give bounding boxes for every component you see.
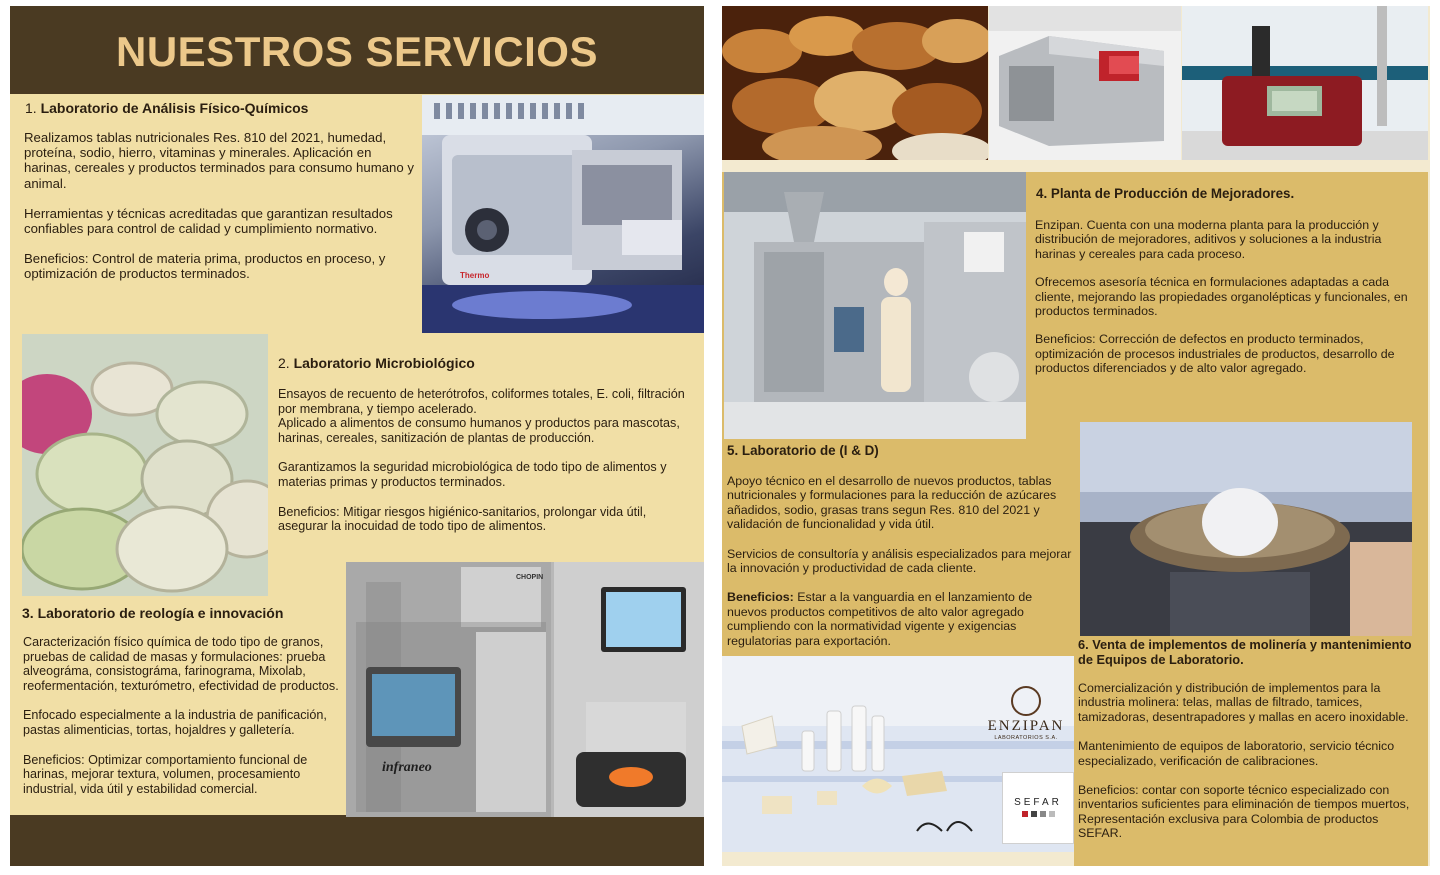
bread-photo — [722, 6, 988, 160]
section-2-number: 2. — [278, 355, 290, 371]
section-5-paragraph-3 — [727, 590, 1073, 648]
production-plant-photo — [724, 172, 1026, 439]
section-1-title: Laboratorio de Análisis Físico-Químicos — [40, 100, 309, 116]
section-5-benefits-text: Estar a la vanguardia en el lanzamiento de nuevos productos competitivos de alto valor agregado cumpliendo con la normatividad vigente y exigencias regulatorias para exportación. — [727, 590, 1033, 648]
grain-analyzer-photo — [989, 6, 1181, 160]
lab-analyzer-photo — [422, 95, 704, 333]
section-2-paragraph-3: Beneficios: Mitigar riesgos higiénico-sanitarios, prolongar vida útil, asegurar la inocuidad de todo tipo de alimentos. — [278, 504, 647, 534]
section-3-body — [23, 635, 341, 796]
section-1-paragraph-2: Herramientas y técnicas acreditadas que garantizan resultados confiables para control de calidad y cumplimiento normativo. — [24, 205, 393, 237]
page-title: NUESTROS SERVICIOS — [116, 28, 598, 75]
section-2-heading — [278, 355, 475, 371]
section-1-paragraph-1: Realizamos tablas nutricionales Res. 810 del 2021, humedad, proteína, sodio, hierro, vitaminas y minerales. Aplicación en harinas, cereales y productos terminados para consumo humano y animal. — [24, 130, 414, 191]
section-6-heading: 6. Venta de implementos de molinería y mantenimiento de Equipos de Laboratorio. — [1078, 637, 1412, 667]
enzipan-emblem-icon — [1011, 686, 1041, 716]
rheology-instruments-photo — [346, 562, 704, 817]
section-1-body — [24, 130, 419, 282]
section-6-paragraph-1: Comercialización y distribución de implementos para la industria molinera: telas, mallas de filtrado, tamices, tamizadoras, desentrapadores y mallas en acero inoxidable. — [1078, 681, 1409, 724]
section-2-paragraph-2: Garantizamos la seguridad microbiológica de todo tipo de alimentos y materias primas y productos terminados. — [278, 460, 667, 489]
section-6-paragraph-2: Mantenimiento de equipos de laboratorio, servicio técnico especializado, verificación de calibraciones. — [1078, 739, 1395, 768]
rheology-brand-label-top: CHOPIN — [516, 574, 544, 581]
section-4-paragraph-2: Ofrecemos asesoría técnica en formulaciones adaptadas a cada cliente, mejorando las propiedades organolépticas y funcionales, en productos terminados. — [1035, 275, 1408, 319]
enzipan-logo-text: ENZIPAN — [987, 718, 1065, 734]
sefar-squares-icon — [1003, 811, 1073, 817]
sefar-logo-text: SEFAR — [1014, 797, 1062, 808]
petri-dishes-photo — [22, 334, 268, 596]
texture-analyzer-photo — [1182, 6, 1428, 160]
rheology-brand-label: infraneo — [382, 760, 432, 775]
section-2-paragraph-1: Ensayos de recuento de heterótrofos, coliformes totales, E. coli, filtración por membrana, y tiempo acelerado. Aplicado a alimentos de consumo humanos y productos para mascotas, harinas, cereales, sanitización de plantas de producción. — [278, 387, 685, 445]
sieve-equipment-photo — [1080, 422, 1412, 636]
section-5-body — [727, 474, 1073, 648]
section-6-paragraph-3: Beneficios: contar con soporte técnico especializado con inventarios suficientes para eliminación de tiempos muertos, Representación exclusiva para Colombia de productos SEFAR. — [1078, 783, 1410, 841]
section-1-number: 1. — [25, 100, 37, 116]
section-2-title: Laboratorio Microbiológico — [293, 355, 475, 371]
section-4-paragraph-3: Beneficios: Corrección de defectos en producto terminados, optimización de procesos industriales de productos, desarrollo de productos diferenciados y de alto valor agregado. — [1035, 332, 1395, 376]
section-1-paragraph-3: Beneficios: Control de materia prima, productos en proceso, y optimización de productos terminados. — [24, 251, 386, 282]
section-4-paragraph-1: Enzipan. Cuenta con una moderna planta para la producción y distribución de mejoradores, aditivos y soluciones a la industria harinas y cereales para cada proceso. — [1035, 218, 1382, 261]
section-3-paragraph-2: Enfocado especialmente a la industria de panificación, pastas alimenticias, tortas, hojaldres y galletería. — [23, 708, 327, 737]
section-5-benefits-label: Beneficios: — [727, 590, 794, 605]
section-5-heading: 5. Laboratorio de (I & D) — [727, 443, 879, 458]
section-3-paragraph-3: Beneficios: Optimizar comportamiento funcional de harinas, mejorar textura, volumen, procesamiento industrial, vida útil y estabilidad comercial. — [23, 752, 308, 796]
lab-analyzer-brand-label: Thermo — [460, 271, 490, 280]
section-4-heading: 4. Planta de Producción de Mejoradores. — [1036, 186, 1295, 201]
section-1-heading — [25, 100, 308, 116]
section-3-heading: 3. Laboratorio de reología e innovación — [22, 605, 284, 621]
enzipan-logo-subtext: LABORATORIOS S.A. — [994, 735, 1058, 741]
enzipan-logo — [978, 686, 1074, 741]
section-4-body — [1035, 218, 1421, 376]
section-2-body — [278, 387, 698, 534]
section-6-body — [1078, 681, 1424, 841]
section-5-paragraph-1: Apoyo técnico en el desarrollo de nuevos productos, tablas nutricionales y formulaciones para la reducción de azúcares añadidos, sodio, grasas trans segun Res. 810 del 2021 y validación de funcionalidad y vida útil. — [727, 474, 1057, 532]
section-3-paragraph-1: Caracterización físico química de todo tipo de granos, pruebas de calidad de masas y formulaciones: prueba alveográma, consistográma, farinograma, Mixolab, reofermentación, texturómetro, efectividad de productos. — [23, 635, 339, 693]
section-5-paragraph-2: Servicios de consultoría y análisis especializados para mejorar la innovación y productividad de cada cliente. — [727, 546, 1072, 576]
sefar-logo — [1002, 772, 1074, 844]
